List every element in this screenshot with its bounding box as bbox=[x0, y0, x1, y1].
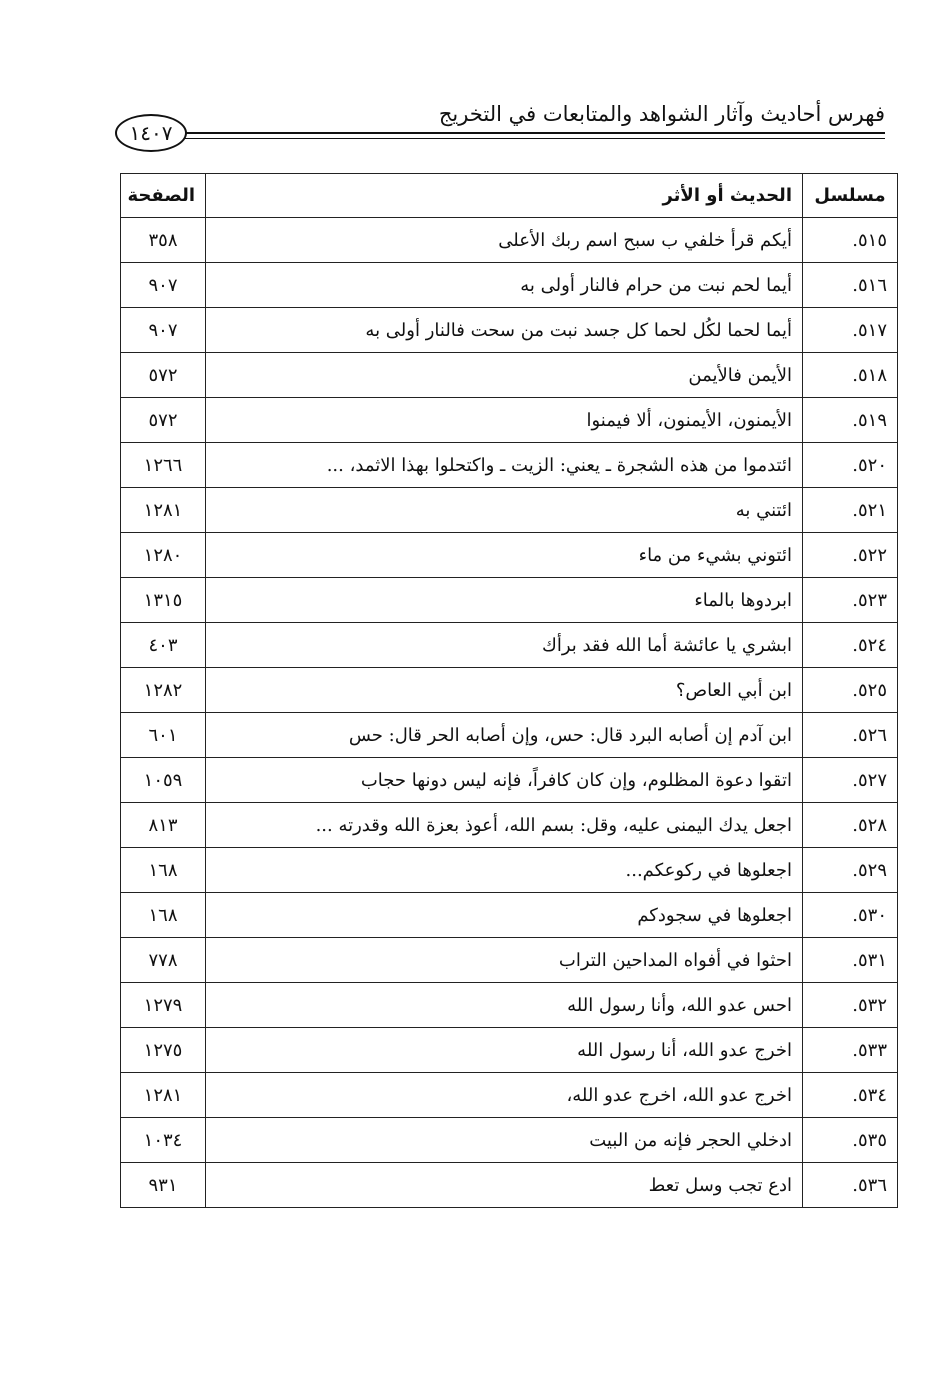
cell-page: ١٠٥٩ bbox=[121, 758, 206, 803]
table-row bbox=[121, 1073, 898, 1118]
cell-page: ٩٠٧ bbox=[121, 263, 206, 308]
table-row bbox=[121, 308, 898, 353]
table-row bbox=[121, 713, 898, 758]
cell-hadith-text: ابن آدم إن أصابه البرد قال: حس، وإن أصابه الحر قال: حس bbox=[206, 713, 803, 758]
page-number: ١٤٠٧ bbox=[115, 114, 187, 152]
cell-serial: ٥٣٣. bbox=[803, 1028, 898, 1073]
cell-hadith-text: اجعل يدك اليمنى عليه، وقل: بسم الله، أعوذ بعزة الله وقدرته ... bbox=[206, 803, 803, 848]
cell-serial: ٥١٨. bbox=[803, 353, 898, 398]
cell-hadith-text: اخرج عدو الله، اخرج عدو الله، bbox=[206, 1073, 803, 1118]
cell-serial: ٥١٥. bbox=[803, 218, 898, 263]
hadith-index-table bbox=[120, 173, 898, 1208]
cell-page: ١٣١٥ bbox=[121, 578, 206, 623]
cell-page: ١٢٨١ bbox=[121, 488, 206, 533]
cell-page: ٥٧٢ bbox=[121, 353, 206, 398]
table-row bbox=[121, 353, 898, 398]
cell-page: ٩٣١ bbox=[121, 1163, 206, 1208]
table-row bbox=[121, 893, 898, 938]
cell-hadith-text: احثوا في أفواه المداحين التراب bbox=[206, 938, 803, 983]
table-row bbox=[121, 443, 898, 488]
table-body bbox=[121, 218, 898, 1208]
table-row bbox=[121, 983, 898, 1028]
table-row bbox=[121, 938, 898, 983]
cell-serial: ٥٣٢. bbox=[803, 983, 898, 1028]
table-row bbox=[121, 218, 898, 263]
cell-hadith-text: أيكم قرأ خلفي ب سبح اسم ربك الأعلى bbox=[206, 218, 803, 263]
cell-page: ٩٠٧ bbox=[121, 308, 206, 353]
cell-serial: ٥٣٦. bbox=[803, 1163, 898, 1208]
cell-hadith-text: أيما لحما لكُل لحما كل جسد نبت من سحت فالنار أولى به bbox=[206, 308, 803, 353]
table-row bbox=[121, 848, 898, 893]
cell-serial: ٥١٦. bbox=[803, 263, 898, 308]
cell-serial: ٥٢٥. bbox=[803, 668, 898, 713]
cell-serial: ٥١٧. bbox=[803, 308, 898, 353]
cell-serial: ٥٢٩. bbox=[803, 848, 898, 893]
table-row bbox=[121, 1163, 898, 1208]
cell-hadith-text: احس عدو الله، وأنا رسول الله bbox=[206, 983, 803, 1028]
cell-serial: ٥٣٥. bbox=[803, 1118, 898, 1163]
table-header-row bbox=[121, 174, 898, 218]
cell-page: ٥٧٢ bbox=[121, 398, 206, 443]
cell-page: ١٢٧٩ bbox=[121, 983, 206, 1028]
cell-page: ١٢٦٦ bbox=[121, 443, 206, 488]
cell-page: ١٦٨ bbox=[121, 848, 206, 893]
table-row bbox=[121, 623, 898, 668]
table-row bbox=[121, 668, 898, 713]
cell-hadith-text: ابشري يا عائشة أما الله فقد برأك bbox=[206, 623, 803, 668]
table-row bbox=[121, 488, 898, 533]
table-row bbox=[121, 533, 898, 578]
table-row bbox=[121, 263, 898, 308]
cell-hadith-text: ادخلي الحجر فإنه من البيت bbox=[206, 1118, 803, 1163]
page-header bbox=[115, 98, 885, 160]
cell-hadith-text: اجعلوها في ركوعكم... bbox=[206, 848, 803, 893]
cell-hadith-text: اجعلوها في سجودكم bbox=[206, 893, 803, 938]
cell-page: ١٢٨٢ bbox=[121, 668, 206, 713]
table-row bbox=[121, 1028, 898, 1073]
cell-hadith-text: الأيمن فالأيمن bbox=[206, 353, 803, 398]
cell-serial: ٥٢١. bbox=[803, 488, 898, 533]
table-row bbox=[121, 398, 898, 443]
cell-serial: ٥٢٧. bbox=[803, 758, 898, 803]
cell-page: ١٦٨ bbox=[121, 893, 206, 938]
table-row bbox=[121, 803, 898, 848]
running-title: فهرس أحاديث وآثار الشواهد والمتابعات في التخريج bbox=[438, 102, 885, 126]
cell-hadith-text: اخرج عدو الله، أنا رسول الله bbox=[206, 1028, 803, 1073]
cell-hadith-text: ائتوني بشيء من ماء bbox=[206, 533, 803, 578]
table-row bbox=[121, 578, 898, 623]
cell-page: ٨١٣ bbox=[121, 803, 206, 848]
cell-page: ٤٠٣ bbox=[121, 623, 206, 668]
cell-hadith-text: ائتدموا من هذه الشجرة ـ يعني: الزيت ـ واكتحلوا بهذا الاثمد، ... bbox=[206, 443, 803, 488]
cell-serial: ٥٣٤. bbox=[803, 1073, 898, 1118]
table-row bbox=[121, 1118, 898, 1163]
cell-page: ١٠٣٤ bbox=[121, 1118, 206, 1163]
cell-hadith-text: ائتني به bbox=[206, 488, 803, 533]
cell-serial: ٥٢٦. bbox=[803, 713, 898, 758]
cell-serial: ٥١٩. bbox=[803, 398, 898, 443]
cell-hadith-text: اتقوا دعوة المظلوم، وإن كان كافراً، فإنه ليس دونها حجاب bbox=[206, 758, 803, 803]
column-header-text: الحديث أو الأثر bbox=[206, 174, 803, 218]
column-header-page: الصفحة bbox=[121, 174, 206, 218]
cell-serial: ٥٢٠. bbox=[803, 443, 898, 488]
column-header-serial: مسلسل bbox=[803, 174, 898, 218]
cell-serial: ٥٢٣. bbox=[803, 578, 898, 623]
cell-page: ١٢٨١ bbox=[121, 1073, 206, 1118]
cell-serial: ٥٢٤. bbox=[803, 623, 898, 668]
cell-hadith-text: ابن أبي العاص؟ bbox=[206, 668, 803, 713]
cell-hadith-text: ابردوها بالماء bbox=[206, 578, 803, 623]
cell-hadith-text: أيما لحم نبت من حرام فالنار أولى به bbox=[206, 263, 803, 308]
cell-hadith-text: الأيمنون، الأيمنون، ألا فيمنوا bbox=[206, 398, 803, 443]
cell-page: ٧٧٨ bbox=[121, 938, 206, 983]
cell-serial: ٥٢٨. bbox=[803, 803, 898, 848]
cell-page: ١٢٧٥ bbox=[121, 1028, 206, 1073]
cell-hadith-text: ادع تجب وسل تعط bbox=[206, 1163, 803, 1208]
table-row bbox=[121, 758, 898, 803]
cell-serial: ٥٣١. bbox=[803, 938, 898, 983]
cell-page: ٣٥٨ bbox=[121, 218, 206, 263]
cell-serial: ٥٣٠. bbox=[803, 893, 898, 938]
cell-serial: ٥٢٢. bbox=[803, 533, 898, 578]
header-rule bbox=[181, 132, 885, 139]
cell-page: ١٢٨٠ bbox=[121, 533, 206, 578]
cell-page: ٦٠١ bbox=[121, 713, 206, 758]
